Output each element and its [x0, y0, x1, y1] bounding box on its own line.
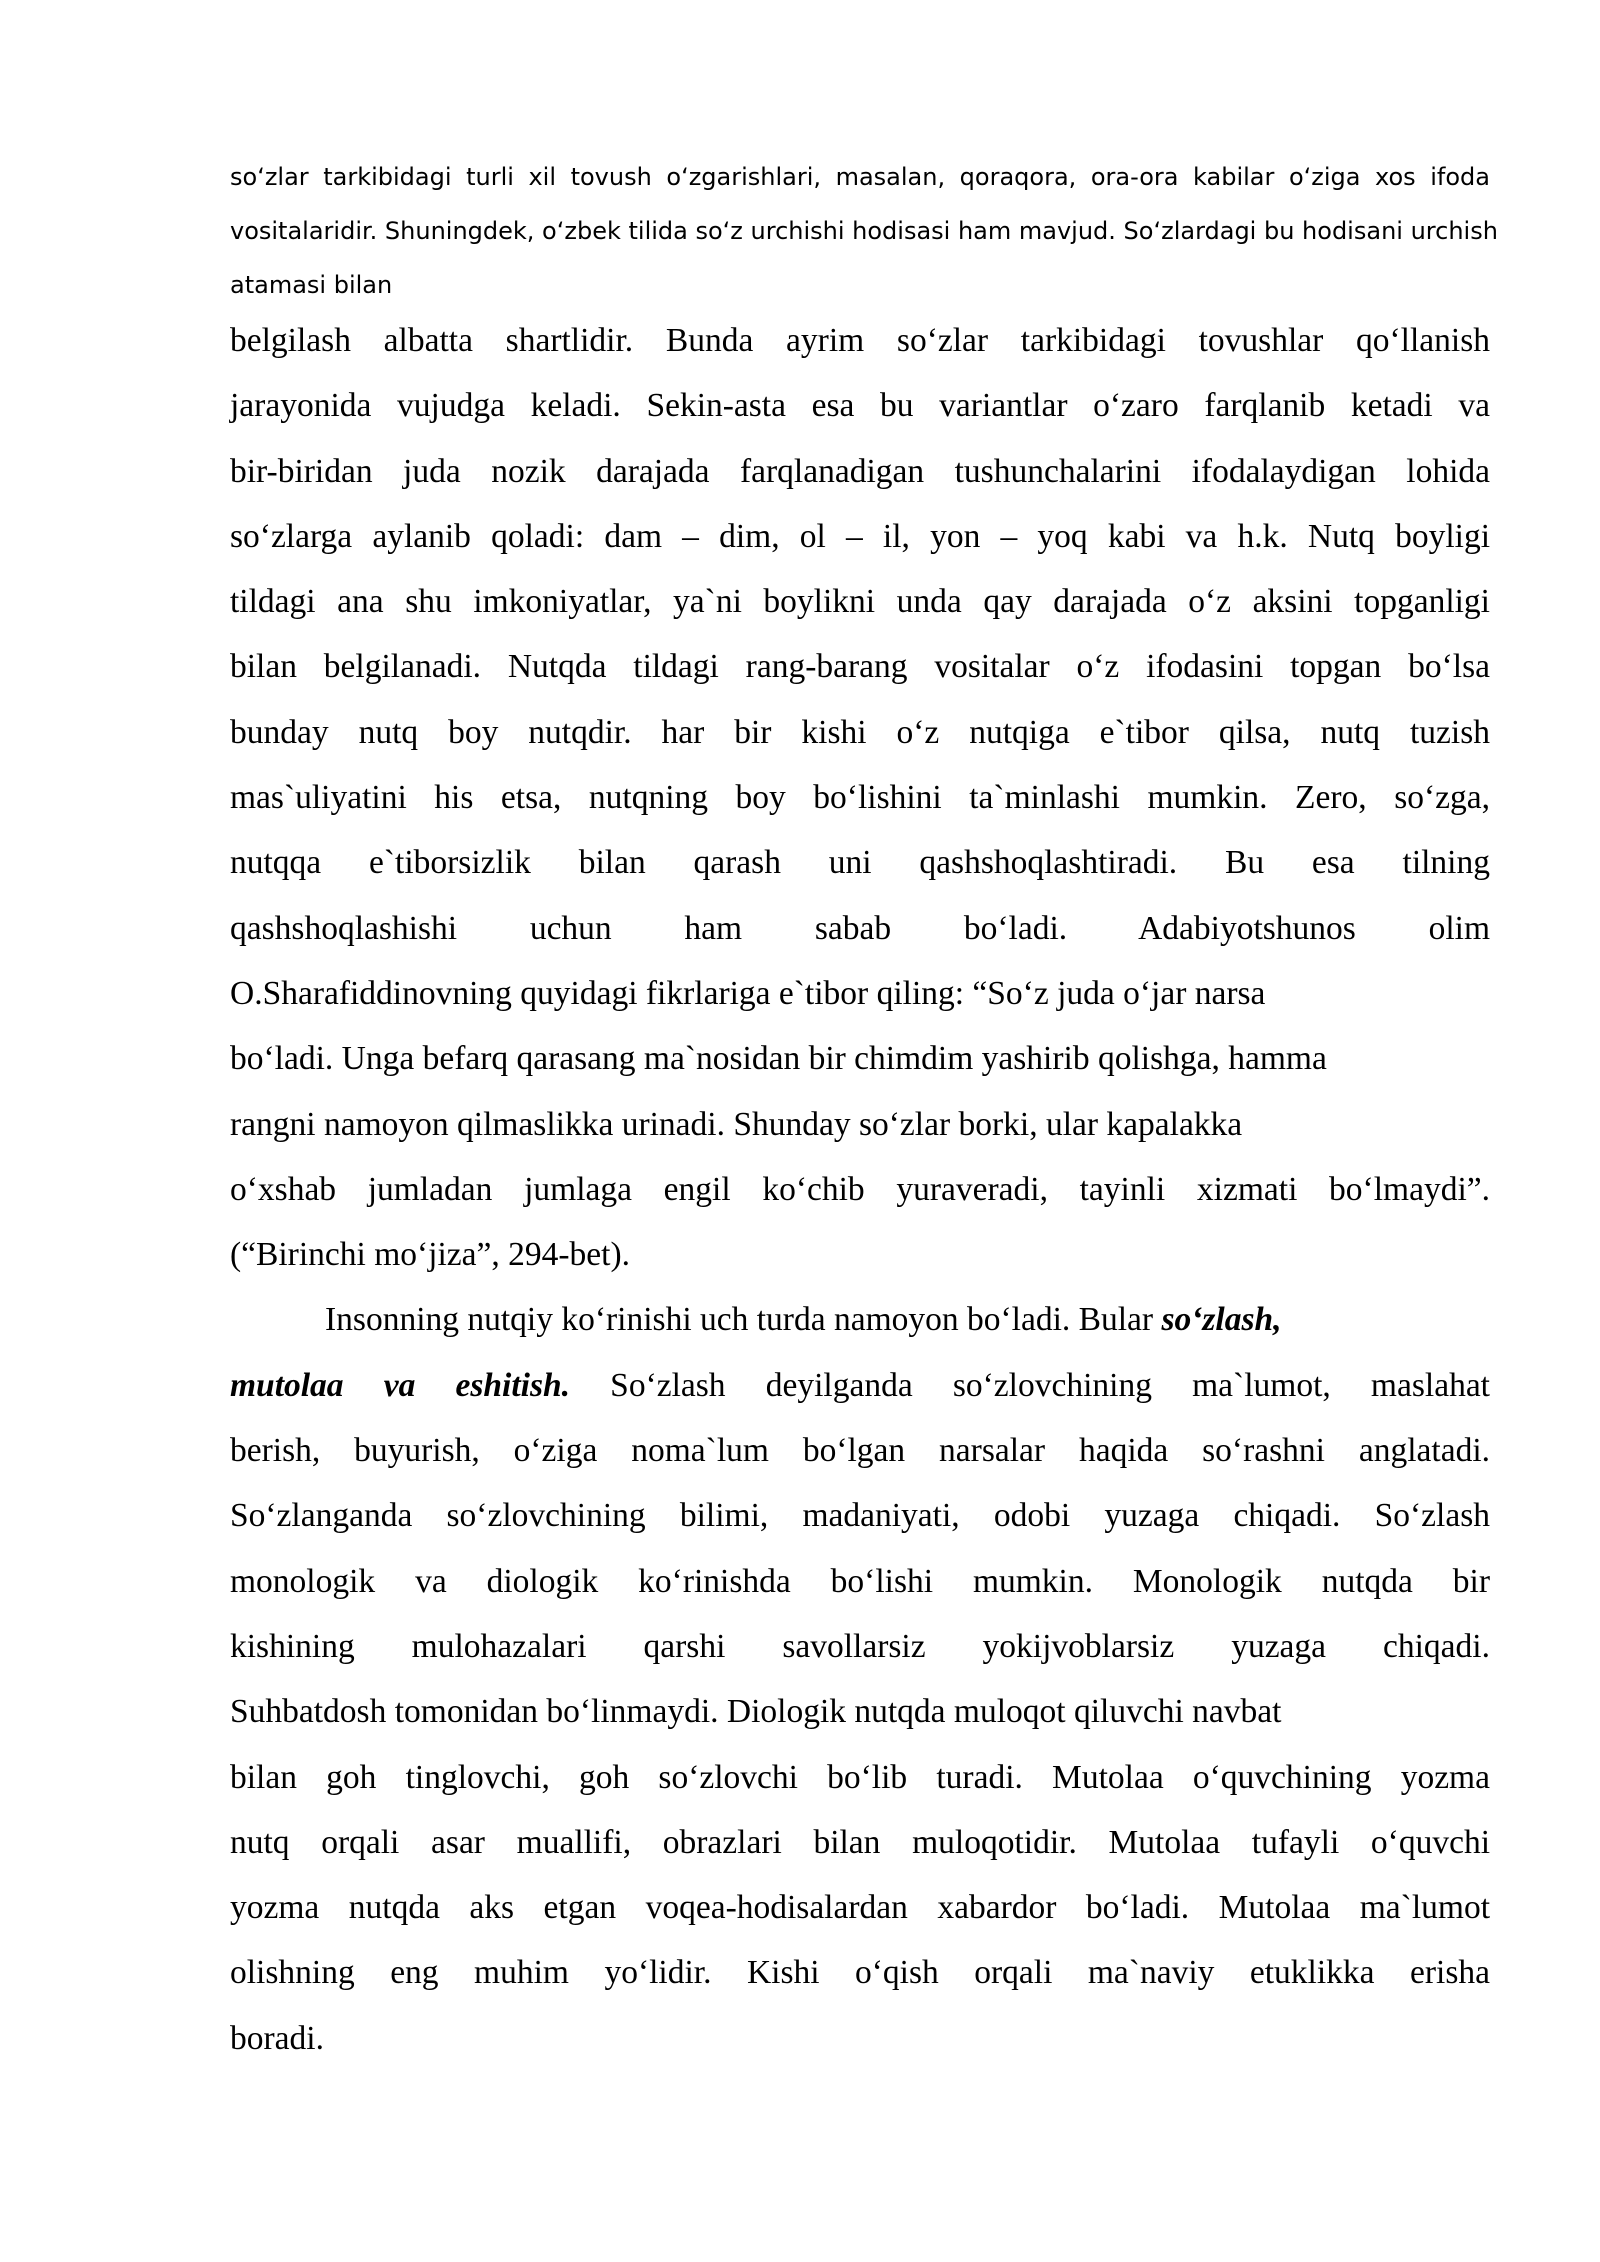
- text-line: berish, buyurish, o‘ziga noma`lum bo‘lgan narsalar haqida so‘rashni anglatadi.: [230, 1432, 1490, 1470]
- text-line: belgilash albatta shartlidir. Bunda ayrim so‘zlar tarkibidagi tovushlar qo‘llanish: [230, 322, 1490, 359]
- text-line: qashshoqlashishi uchun ham sabab bo‘ladi. Adabiyotshunos olim: [230, 909, 1490, 947]
- text-line: so‘zlar tarkibidagi turli xil tovush o‘zgarishlari, masalan, qoraqora, ora-ora kabilar o‘ziga xos ifoda: [230, 163, 1490, 191]
- text-line: nutqqa e`tiborsizlik bilan qarash uni qashshoqlashtiradi. Bu esa tilning: [230, 844, 1490, 882]
- text-line: (“Birinchi mo‘jiza”, 294-bet).: [230, 1236, 630, 1274]
- text-line: bunday nutq boy nutqdir. har bir kishi o‘z nutqiga e`tibor qilsa, nutq tuzish: [230, 713, 1490, 751]
- text-line: tildagi ana shu imkoniyatlar, ya`ni boylikni unda qay darajada o‘z aksini topganligi: [230, 583, 1490, 621]
- text-line: vositalaridir. Shuningdek, o‘zbek tilida so‘z urchishi hodisasi ham mavjud. So‘zlardagi bu hodisani urchish: [230, 217, 1498, 245]
- text-line: [230, 1353, 1490, 1418]
- text-line: o‘xshab jumladan jumlaga engil ko‘chib yuraveradi, tayinli xizmati bo‘lmaydi”.: [230, 1170, 1490, 1208]
- text-line: yozma nutqda aks etgan voqea-hodisalardan xabardor bo‘ladi. Mutolaa ma`lumot: [230, 1889, 1490, 1927]
- paragraph-first-line: [230, 1287, 1490, 1352]
- text-line: bo‘ladi. Unga befarq qarasang ma`nosidan bir chimdim yashirib qolishga, hamma: [230, 1040, 1327, 1078]
- text-run: Insonning nutqiy ko‘rinishi uch turda namoyon bo‘ladi. Bular: [325, 1301, 1162, 1339]
- text-line: jarayonida vujudga keladi. Sekin-asta esa bu variantlar o‘zaro farqlanib ketadi va: [230, 387, 1490, 425]
- text-line: kishining mulohazalari qarshi savollarsiz yokijvoblarsiz yuzaga chiqadi.: [230, 1627, 1490, 1665]
- text-line: so‘zlarga aylanib qoladi: dam – dim, ol – il, yon – yoq kabi va h.k. Nutq boyligi: [230, 517, 1490, 555]
- emphasis-text: mutolaa va eshitish.: [230, 1366, 571, 1404]
- text-line: atamasi bilan: [230, 271, 393, 299]
- text-line: monologik va diologik ko‘rinishda bo‘lishi mumkin. Monologik nutqda bir: [230, 1562, 1490, 1600]
- text-run: So‘zlash deyilganda so‘zlovchining ma`lumot, maslahat: [570, 1366, 1490, 1404]
- text-line: Suhbatdosh tomonidan bo‘linmaydi. Diologik nutqda muloqot qiluvchi navbat: [230, 1693, 1282, 1731]
- intro-paragraph: [230, 150, 1498, 312]
- emphasis-text: so‘zlash,: [1161, 1301, 1282, 1339]
- text-line: mas`uliyatini his etsa, nutqning boy bo‘lishini ta`minlashi mumkin. Zero, so‘zga,: [230, 779, 1490, 817]
- text-line: nutq orqali asar muallifi, obrazlari bilan muloqotidir. Mutolaa tufayli o‘quvchi: [230, 1823, 1490, 1861]
- body-text: [230, 308, 1490, 2071]
- text-line: bir-biridan juda nozik darajada farqlanadigan tushunchalarini ifodalaydigan lohida: [230, 452, 1490, 490]
- text-line: olishning eng muhim yo‘lidir. Kishi o‘qish orqali ma`naviy etuklikka erisha: [230, 1954, 1490, 1992]
- text-line: bilan goh tinglovchi, goh so‘zlovchi bo‘lib turadi. Mutolaa o‘quvchining yozma: [230, 1758, 1490, 1796]
- text-line: bilan belgilanadi. Nutqda tildagi rang-barang vositalar o‘z ifodasini topgan bo‘lsa: [230, 648, 1490, 686]
- text-line: rangni namoyon qilmaslikka urinadi. Shunday so‘zlar borki, ular kapalakka: [230, 1105, 1243, 1143]
- text-line: O.Sharafiddinovning quyidagi fikrlariga e`tibor qiling: “So‘z juda o‘jar narsa: [230, 974, 1266, 1012]
- text-line: boradi.: [230, 2019, 324, 2057]
- text-line: So‘zlanganda so‘zlovchining bilimi, madaniyati, odobi yuzaga chiqadi. So‘zlash: [230, 1497, 1490, 1535]
